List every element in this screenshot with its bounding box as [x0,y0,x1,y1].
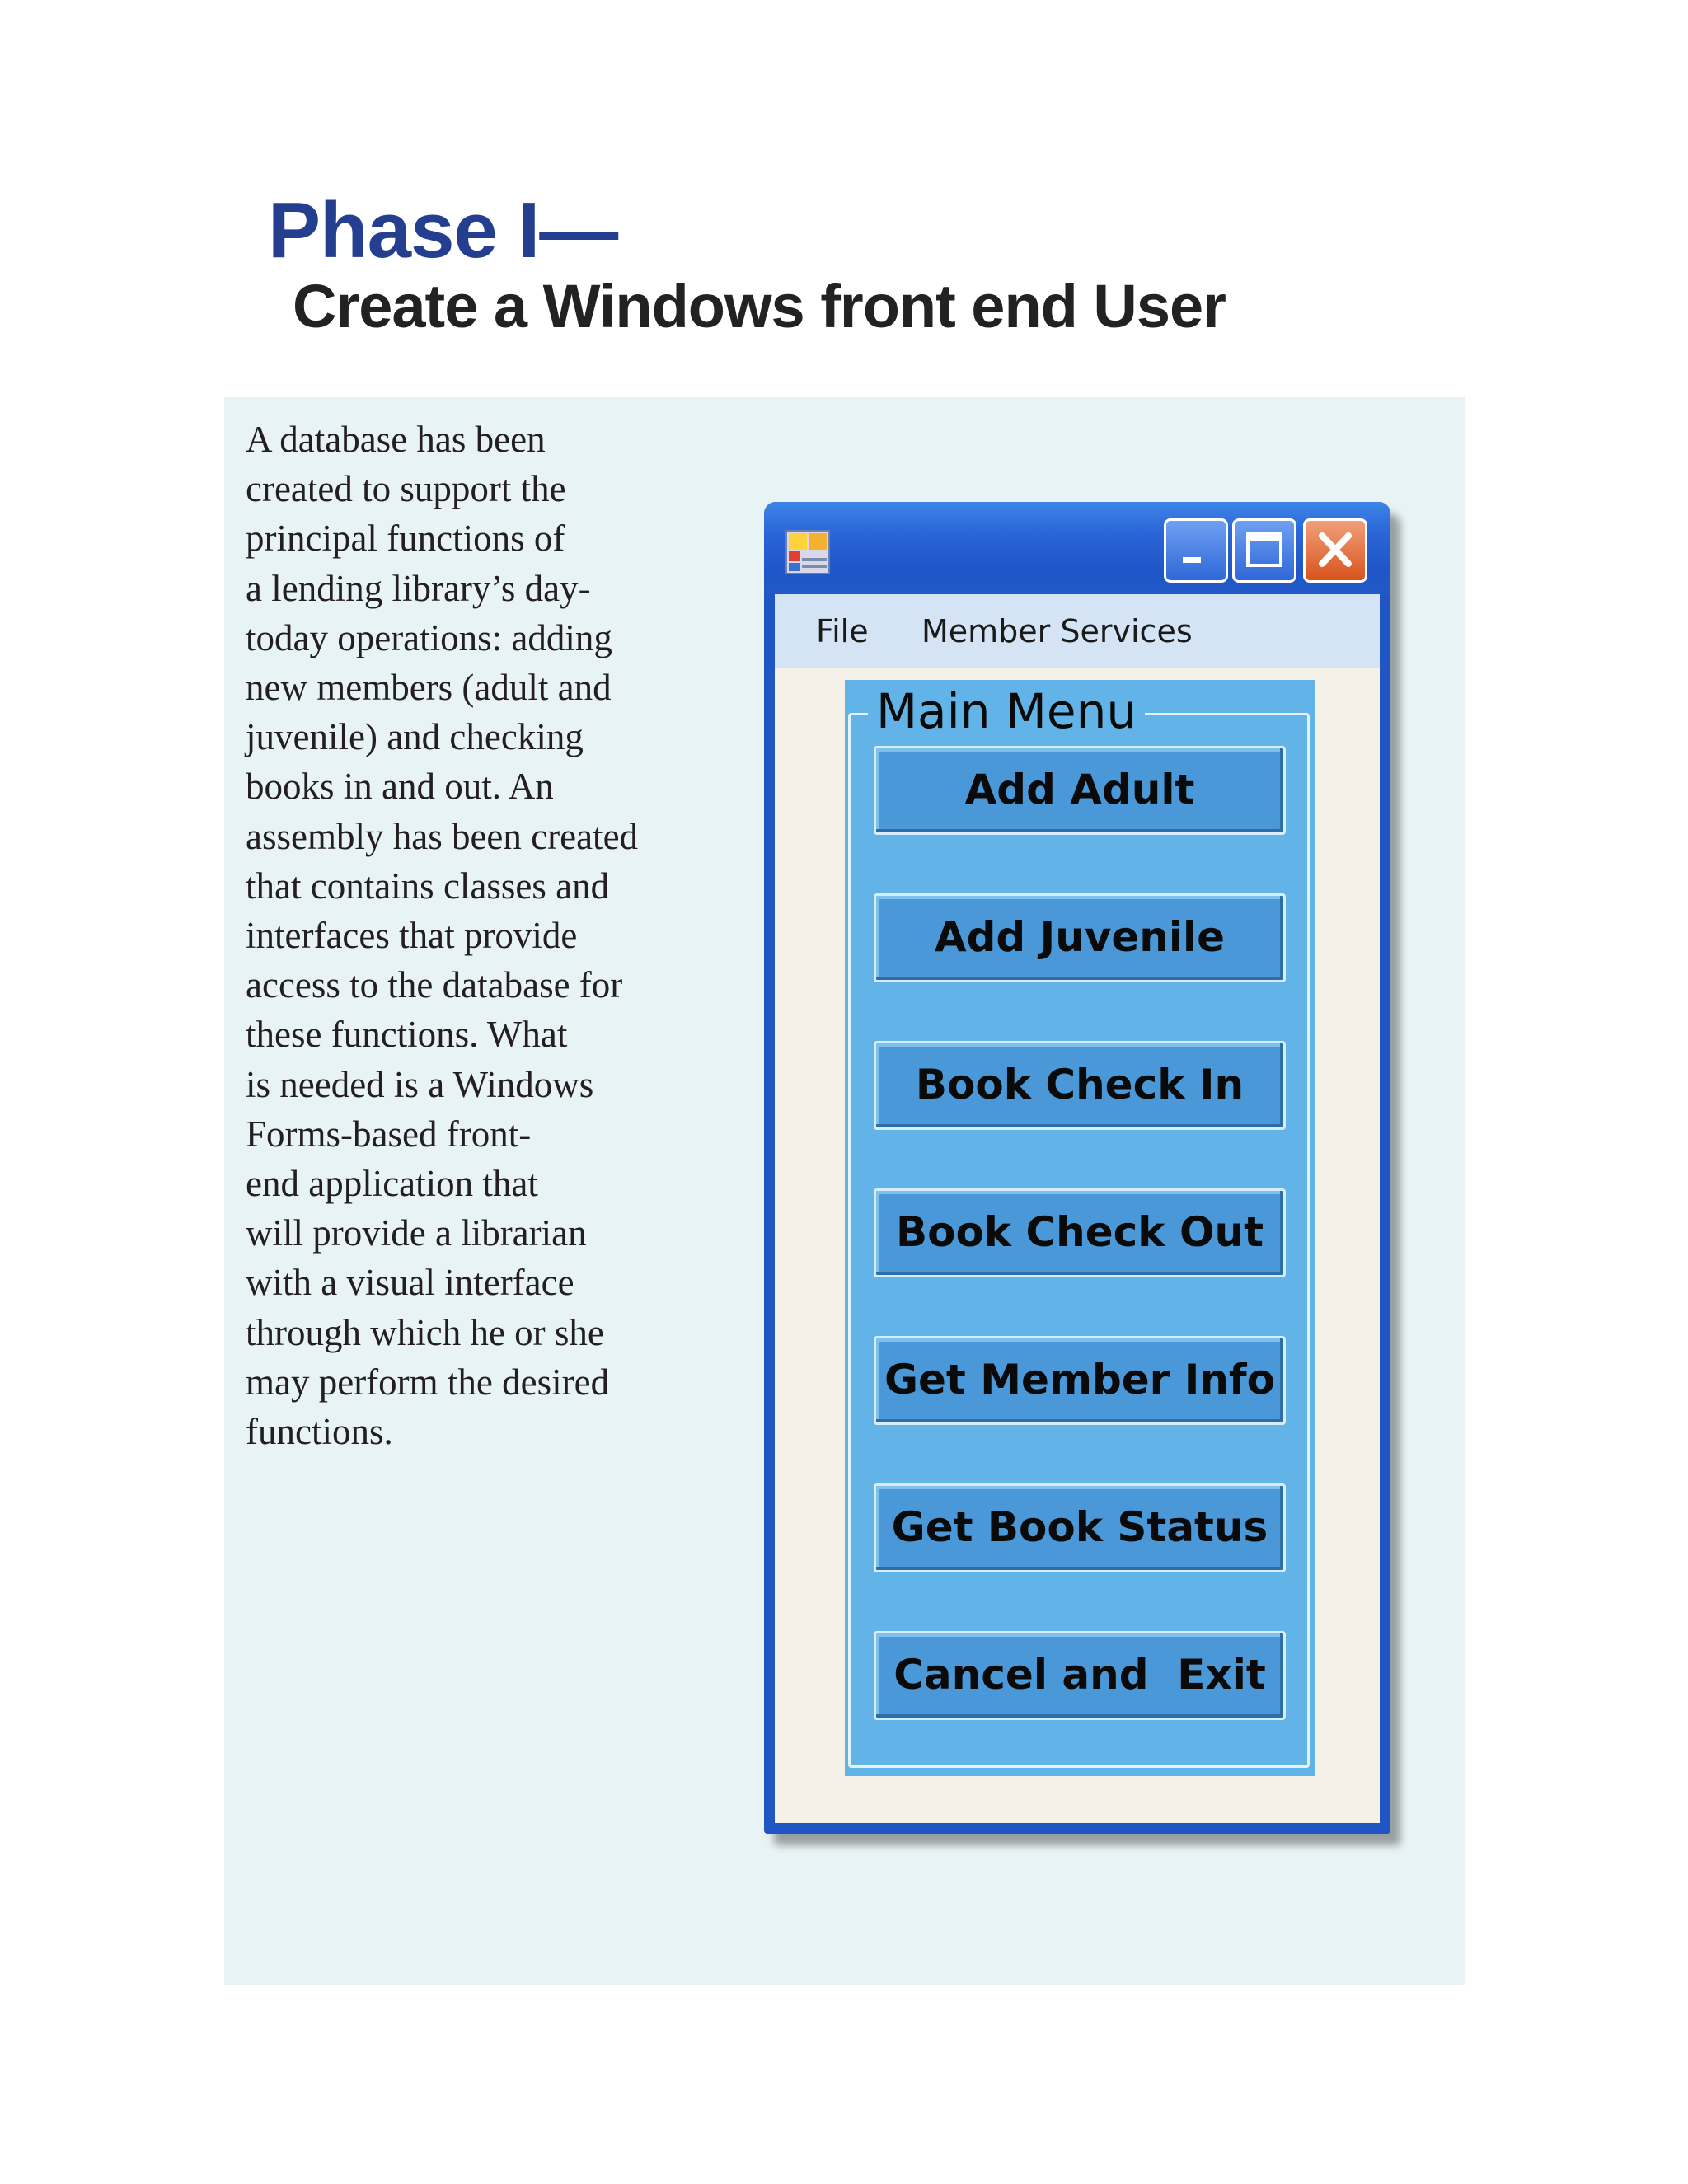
add-adult-button[interactable]: Add Adult [874,746,1286,835]
group-title: Main Menu [868,685,1145,738]
minimize-icon[interactable] [1164,518,1228,583]
menu-member-services[interactable]: Member Services [921,613,1193,649]
text-line: books in and out. An [246,766,554,808]
text-line: juvenile) and checking [246,716,584,758]
get-member-info-button[interactable]: Get Member Info [874,1336,1286,1425]
text-line: functions. [246,1411,393,1453]
text-line: A database has been [246,419,546,460]
book-check-out-button[interactable]: Book Check Out [874,1188,1286,1277]
text-line: new members (adult and [246,667,612,709]
text-line: with a visual interface [246,1262,574,1304]
close-icon[interactable] [1303,518,1367,583]
text-line: a lending library’s day- [246,567,591,609]
text-line: is needed is a Windows [246,1063,594,1105]
text-line: today operations: adding [246,616,612,658]
app-icon[interactable] [785,530,830,574]
text-line: these functions. What [246,1014,568,1056]
menu-file[interactable]: File [816,613,869,649]
text-line: will provide a librarian [246,1212,587,1254]
text-line: Forms-based front- [246,1113,532,1155]
maximize-icon[interactable] [1232,518,1296,583]
text-line: through which he or she [246,1311,604,1353]
text-line: may perform the desired [246,1361,610,1403]
add-juvenile-button[interactable]: Add Juvenile [874,893,1286,982]
phase-subtitle: Create a Windows front end User [293,272,1226,340]
app-window [764,502,1390,1834]
text-line: access to the database for [246,964,623,1006]
main-menu-group [845,680,1315,1776]
text-line: that contains classes and [246,865,610,907]
phase-title: Phase I— [268,186,618,274]
cancel-and-exit-button[interactable]: Cancel and Exit [874,1631,1286,1720]
text-line: principal functions of [246,518,565,560]
text-line: created to support the [246,468,566,510]
description-text [246,415,707,1456]
text-line: end application that [246,1163,538,1205]
book-check-in-button[interactable]: Book Check In [874,1041,1286,1130]
window-titlebar[interactable] [764,502,1390,594]
heading [268,186,1226,341]
get-book-status-button[interactable]: Get Book Status [874,1483,1286,1572]
menu-bar [775,594,1380,668]
window-client-area [775,594,1380,1823]
text-line: interfaces that provide [246,915,578,957]
text-line: assembly has been created [246,815,639,857]
